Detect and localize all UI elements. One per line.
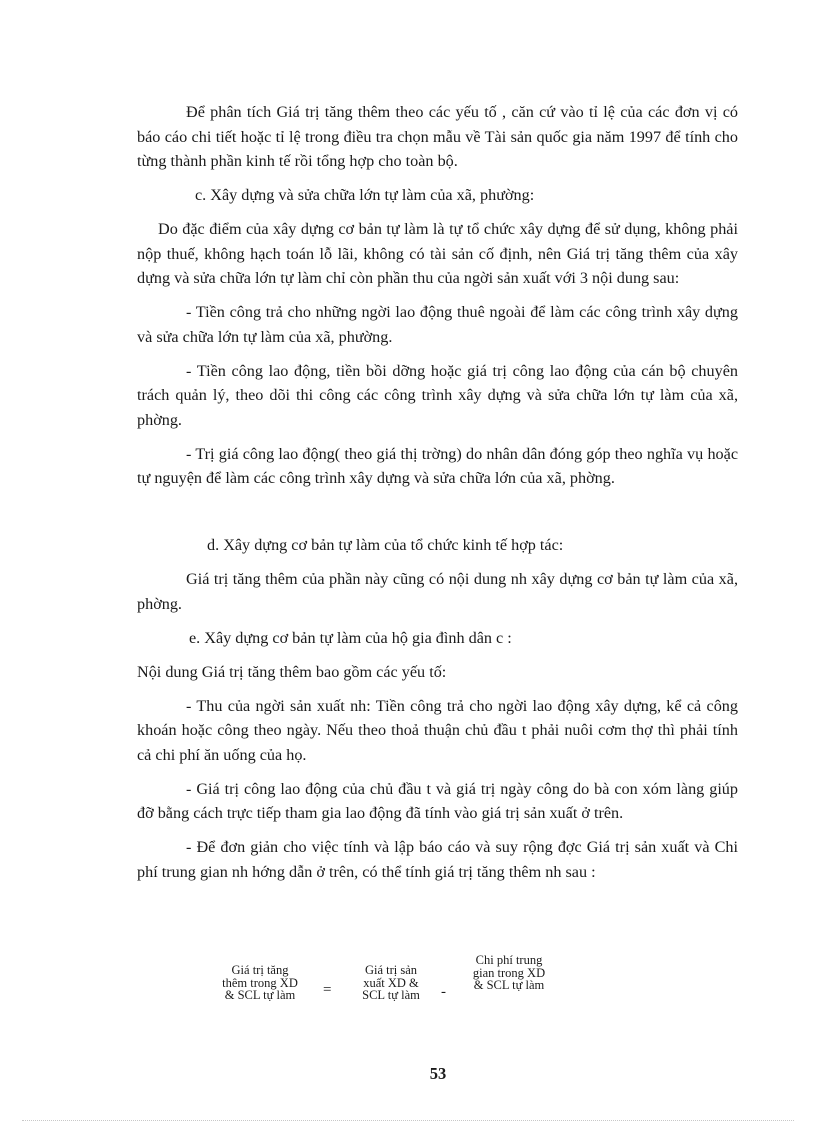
formula-term-value-added: Giá trị tăng thêm trong XD & SCL tự làm bbox=[222, 963, 298, 1002]
page-number: 53 bbox=[429, 1064, 447, 1083]
paragraph-bullet-owner-labour: - Giá trị công lao động của chủ đầu t và giá trị ngày công do bà con xóm làng giúp đỡ bằng cách trực tiếp tham gia lao động đã tính vào giá trị sản xuất ở trên. bbox=[137, 779, 738, 822]
paragraph-section-d-description: Giá trị tăng thêm của phần này cũng có nội dung nh xây dựng cơ bản tự làm của xã, phờng. bbox=[137, 570, 738, 613]
paragraph-bullet-staff-labour: - Tiền công lao động, tiền bồi dỡng hoặc giá trị công lao động của cán bộ chuyên trách quản lý, theo dõi thi công các công trình xây dựng và sửa chữa lớn tự làm của xã, phờng. bbox=[137, 361, 738, 429]
paragraph-bullet-producer-income: - Thu của ngời sản xuất nh: Tiền công trả cho ngời lao động xây dựng, kể cả công khoán hoặc công theo ngày. Nếu theo thoả thuận chủ đầu t phải nuôi cơm thợ thì phải tính cả chi phí ăn uống của họ. bbox=[137, 696, 738, 764]
paragraph-bullet-outside-labour: - Tiền công trả cho những ngời lao động thuê ngoài để làm các công trình xây dựng và sửa chữa lớn tự làm của xã, phường. bbox=[137, 303, 738, 346]
formula-minus-sign: - bbox=[441, 984, 446, 1000]
section-c-heading: c. Xây dựng và sửa chữa lớn tự làm của xã, phường: bbox=[195, 186, 535, 204]
paragraph-bullet-simplification: - Để đơn giản cho việc tính và lập báo cáo và suy rộng đợc Giá trị sản xuất và Chi phí trung gian nh hớng dẫn ở trên, có thể tính giá trị tăng thêm nh sau : bbox=[137, 838, 738, 881]
section-e-heading: e. Xây dựng cơ bản tự làm của hộ gia đình dân c : bbox=[189, 628, 512, 647]
paragraph-intro: Để phân tích Giá trị tăng thêm theo các yếu tố , căn cứ vào tỉ lệ của các đơn vị có báo cáo chi tiết hoặc tỉ lệ trong điều tra chọn mẫu về Tài sản quốc gia năm 1997 để tính cho từng thành phần kinh tế rồi tổng hợp cho toàn bộ. bbox=[137, 103, 738, 170]
body-text-middle bbox=[137, 533, 738, 884]
value-added-formula bbox=[205, 952, 565, 1012]
paragraph-section-c-description: Do đặc điểm của xây dựng cơ bản tự làm là tự tổ chức xây dựng để sử dụng, không phải nộp thuế, không hạch toán lỗ lãi, không có tài sản cố định, nên Giá trị tăng thêm của xây dựng và sửa chữa lớn tự làm chỉ còn phần thu của ngời sản xuất với 3 nội dung sau: bbox=[137, 220, 738, 287]
body-text-top bbox=[137, 100, 738, 491]
formula-equals-sign: = bbox=[323, 982, 332, 998]
section-d-heading: d. Xây dựng cơ bản tự làm của tổ chức kinh tế hợp tác: bbox=[207, 536, 564, 554]
paragraph-bullet-voluntary-labour: - Trị giá công lao động( theo giá thị trờng) do nhân dân đóng góp theo nghĩa vụ hoặc tự nguyện để làm các công trình xây dựng và sửa chữa lớn của xã, phờng. bbox=[137, 444, 738, 487]
formula-term-intermediate-cost: Chi phí trung gian trong XD & SCL tự làm bbox=[472, 953, 546, 992]
page-bottom-dotted-rule bbox=[22, 1120, 794, 1121]
paragraph-section-e-intro: Nội dung Giá trị tăng thêm bao gồm các yếu tố: bbox=[137, 662, 447, 681]
formula-term-production-value: Giá trị sản xuất XD & SCL tự làm bbox=[362, 963, 420, 1002]
